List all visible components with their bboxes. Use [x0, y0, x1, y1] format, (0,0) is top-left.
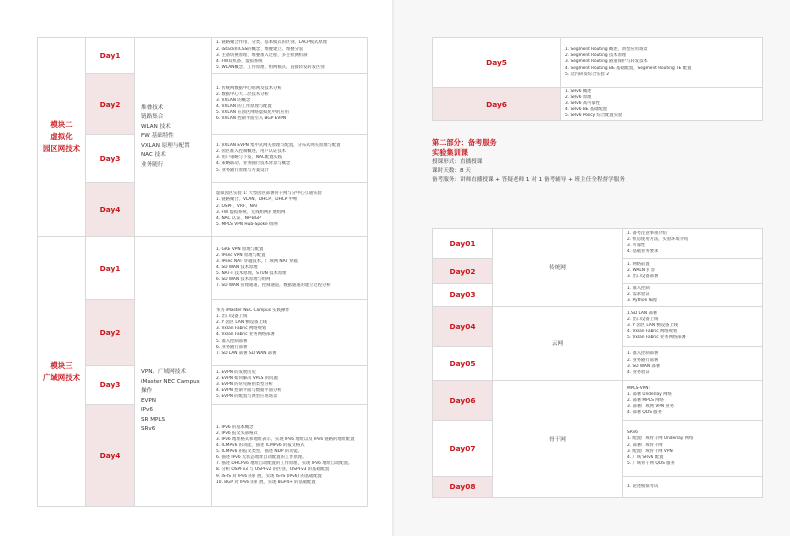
topic-line: SRv6 — [141, 426, 156, 433]
detail-line: 3. 主备切换原理、堆叠加入过程、多主检测机制 — [216, 52, 308, 58]
day-details-cell — [623, 347, 763, 381]
detail-line: 3. SD WAN 部署 — [627, 363, 660, 369]
day-details-cell — [212, 182, 368, 236]
topic-line: FW 基础特性 — [141, 133, 174, 140]
detail-line: 4. NAC 认证、NP-BGP — [216, 215, 261, 221]
day-label-day3: Day3 — [86, 365, 135, 404]
category-cell: 骨干网 — [493, 381, 623, 498]
detail-line: 2. 业务随行部署 — [627, 357, 659, 363]
detail-line: 5. 达内研发综合实验 2 — [565, 71, 609, 77]
detail-line: 1. EVPN 的发展历史 — [216, 369, 256, 375]
detail-line: 4. EVPN 控制平面与数据平面分析 — [216, 387, 282, 393]
detail-line: 1. 部署 Underlay 网络 — [627, 391, 672, 397]
detail-line: 2. Y 园区 LAN 侧设备上线 — [216, 320, 267, 326]
day-label-day5: Day5 — [433, 38, 561, 88]
detail-line: 2. 数据中心大二层技术分析 — [216, 91, 269, 97]
detail-line: 1. 准入控制 — [627, 285, 650, 291]
detail-line: 3. IPv6 地址格式和地址表示，实现 IPv6 地址以及 IPv6 链路的地址配置 — [216, 437, 355, 443]
detail-line: 3. 可靠性 — [627, 243, 646, 249]
topic-line: 操作 — [141, 388, 153, 395]
topic-line: VPN、广域网技术 — [141, 369, 186, 376]
detail-line: 5. EVPN 的配置与典型应用场景 — [216, 393, 278, 399]
table-row — [433, 229, 763, 259]
detail-line: 3. VXLAN 的概念 — [216, 98, 251, 104]
detail-line: 1. 出口设备上线 — [216, 314, 248, 320]
day-label-day1: Day1 — [86, 38, 135, 74]
detail-line: 2. SRv6 原理 — [565, 95, 592, 101]
detail-line: 4. 部署 QOS 服务 — [627, 409, 662, 415]
day-details-cell — [623, 476, 763, 497]
detail-line: 2. 需求验证 — [627, 291, 650, 297]
detail-line: 3. FW 虚拟系统、无线组网扩展组网 — [216, 209, 286, 215]
course-table-right-top — [432, 37, 763, 121]
day-label-day03: Day03 — [433, 284, 493, 306]
exam-service-section — [432, 138, 762, 185]
detail-line: 6. 业务随行部署 — [216, 344, 248, 350]
detail-line: 4. FW双机备、虚拟系统 — [216, 58, 263, 64]
day-details-cell — [561, 88, 763, 121]
detail-line: 1. 配置广域骨干网 Underlay 网络 — [627, 436, 694, 442]
detail-line: 5. 业务随行原理与方案设计 — [216, 167, 269, 173]
day-details-cell — [212, 300, 368, 365]
detail-line: 1. 传统网数据中心组网及技术分析 — [216, 85, 282, 91]
topic-line: WLAN 技术 — [141, 123, 171, 130]
detail-line: 2. 部署广域骨干网 — [627, 442, 663, 448]
detail-line: 3. 部署广域网 VPN 业务 — [627, 403, 675, 409]
day-details-cell — [623, 421, 763, 476]
detail-line: 3. SRv6 高可靠性 — [565, 101, 601, 107]
detail-line: 2. WALN 扩容 — [627, 267, 655, 273]
detail-line: 2. EVPN 如何解决 VPLS 的问题 — [216, 375, 278, 381]
detail-line: 2. 机房使用方法，实验环境介绍 — [627, 237, 689, 243]
detail-line: 1. VXLAN EVPN 集中式网关原理与配置，分布式网关原理与配置 — [216, 143, 341, 149]
topic-line: 堆叠技术 — [141, 104, 164, 111]
detail-line: 1. 网络前置 — [627, 261, 650, 267]
detail-line: 9. IS-IS 对 IPv6 的扩展，实现 IS-IS (IPv6) 的基础配置 — [216, 473, 322, 479]
detail-line: 2. IPv6 报文头部格式 — [216, 431, 258, 437]
day-details-cell — [212, 404, 368, 506]
topic-line: 业务随行 — [141, 161, 164, 168]
detail-line: 5. Vxlan Fabric 业务网络部署 — [627, 335, 686, 341]
table-row — [433, 88, 763, 121]
lab-schedule-table — [432, 228, 763, 498]
detail-line: 2. OSPF、VRF、NAT — [216, 203, 259, 209]
module-name-line: 广域网技术 — [43, 372, 80, 382]
detail-line: 10. BGP 对 IPv6 的扩展，实现 BGP4+ 的基础配置 — [216, 479, 316, 485]
detail-line: 5. 广域骨干网 QOS 服务 — [627, 460, 675, 466]
detail-line: 华为 iMaster NEC Campus 实践操作 — [216, 308, 290, 314]
detail-line: 2. 园区准入控制概述，用户认证技术 — [216, 149, 286, 155]
detail-line: 2. IPsec VPN 原理与配置 — [216, 253, 266, 259]
teaching-form-line: 授课形式：直播授课 — [432, 159, 483, 165]
day-label-day01: Day01 — [433, 229, 493, 259]
topic-line: 链路集合 — [141, 114, 164, 121]
day-label-day6: Day6 — [433, 88, 561, 121]
detail-line: 2. iStack和CSS的概念、堆叠建立、堆叠分裂 — [216, 46, 304, 52]
detail-line: 6. 描述 IPv6 无状态地址自动配置的工作原理。 — [216, 455, 307, 461]
detail-line: 3. Python 编程 — [627, 298, 658, 303]
module-name-line: 虚拟化 — [50, 132, 73, 142]
day-details-cell — [561, 38, 763, 88]
day-details-cell — [623, 306, 763, 346]
day-label-day2: Day2 — [86, 74, 135, 135]
module-topics-cell — [135, 237, 212, 507]
day-label-day4: Day4 — [86, 404, 135, 506]
detail-line: 4. SRv6 BE 基础配置 — [565, 107, 608, 113]
section-heading: 第二部分：备考服务 — [432, 138, 497, 147]
detail-line: 1. 论述模拟考试 — [627, 483, 659, 489]
detail-line: 1. GRE VPN 原理与配置 — [216, 247, 264, 253]
module-name-line: 模块二 — [50, 120, 73, 130]
detail-line: 1.SD LAN 部署 — [627, 311, 658, 317]
category-cell: 云网 — [493, 306, 623, 380]
table-row — [38, 237, 368, 300]
day-label-day04: Day04 — [433, 306, 493, 346]
detail-line: 4. 策略联动，业务随行技术背景与概念 — [216, 161, 291, 167]
detail-line: 5. VXLAN 在园区网络虚拟化中的应用 — [216, 110, 289, 116]
day-label-day06: Day06 — [433, 381, 493, 421]
day-label-day07: Day07 — [433, 421, 493, 476]
day-label-day02: Day02 — [433, 258, 493, 284]
detail-line: 5. NAT-T 技术原理，STUN 技术原理 — [216, 271, 287, 277]
topic-line: VXLAN 原理与配置 — [141, 142, 190, 149]
detail-line: 3. EVPN 的常见路由类型分析 — [216, 381, 273, 387]
module-name-cell — [38, 38, 86, 237]
detail-line: 7. 描述 DHCPv6 地址自动配置的工作原理，实现 IPv6 地址自动配置。 — [216, 461, 353, 467]
detail-line: 2. 出口设备上线 — [627, 317, 659, 323]
detail-line: 4. 基础业务要求 — [627, 249, 659, 255]
detail-line: 3. Vxlan Fabric 网络规划 — [216, 326, 267, 332]
day-label-day1: Day1 — [86, 237, 135, 300]
detail-line: 1. 准入控制部署 — [627, 351, 659, 357]
day-details-cell — [212, 135, 368, 183]
module-name-line: 园区网技术 — [43, 144, 80, 154]
day-details-cell — [623, 381, 763, 421]
detail-line: 7. SD WAN 管理通道，控制通道，数据通道的建立过程分析 — [216, 283, 331, 289]
detail-line: 5. 准入控制部署 — [216, 338, 248, 344]
topic-line: EVPN — [141, 397, 156, 404]
detail-line: 3. 出口设备部署 — [627, 274, 659, 280]
topic-line: IPv6 — [141, 407, 153, 414]
day-details-cell — [212, 237, 368, 300]
detail-line: 4. Vxlan Fabric 网络规划 — [627, 329, 678, 335]
detail-line: 1. 备考注意事项介绍 — [627, 231, 667, 237]
day-details-cell — [623, 229, 763, 259]
detail-line: 1. SRv6 概述 — [565, 89, 592, 94]
detail-line: MPLS-VPN: — [627, 385, 650, 391]
day-details-cell — [212, 74, 368, 135]
detail-line: 5. ICMPv6 的报文类型，描述 NDP 的功能。 — [216, 449, 303, 455]
detail-line: 6. VXLAN 控制平面引入 BGP EVPN — [216, 116, 287, 122]
detail-line: 3. Segment Routing 隧道保护与转发技术 — [565, 59, 648, 65]
day-details-cell — [623, 284, 763, 306]
exam-service-line: 备考服务：讲师直播授课 + 答疑老师 1 对 1 备考辅导 + 班主任全程督学服务 — [432, 177, 625, 183]
course-days-line: 课时天数：8 天 — [432, 168, 471, 174]
category-cell: 传统网 — [493, 229, 623, 307]
detail-line: 4. 业务验证 — [627, 369, 650, 375]
section-subheading: 实验集训课 — [432, 148, 468, 157]
table-row — [433, 38, 763, 88]
detail-line: 3. 用户策略与下发，NAC配置实践 — [216, 155, 283, 161]
day-label-day05: Day05 — [433, 347, 493, 381]
detail-line: 3. 配置广域骨干网 VPN — [627, 448, 673, 454]
day-label-day4: Day4 — [86, 182, 135, 236]
day-label-day2: Day2 — [86, 300, 135, 365]
detail-line: 虚拟园区实验 1: 大型园区部署骨干网与分中心互通实验 — [216, 191, 322, 197]
topic-line: iMaster NEC Campus — [141, 378, 200, 385]
table-row — [38, 38, 368, 74]
detail-line: 5. MPLS VPN Hub-Spoke 组网 — [216, 221, 278, 227]
table-row — [433, 381, 763, 421]
detail-line: 4. Segment Routing BE 基础配置，Segment Routing TE 配置 — [565, 65, 692, 71]
module-name-cell — [38, 237, 86, 507]
detail-line: 1. IPv6 的基本概念 — [216, 425, 254, 431]
day-details-cell — [623, 258, 763, 284]
day-details-cell — [212, 365, 368, 404]
detail-line: 1. 链路聚合、VLAN、DHCP、DHCP 中继 — [216, 197, 298, 203]
detail-line: 3. IPsec NAT 穿越技术，广域网 NAT 穿越 — [216, 259, 298, 265]
detail-line: 4. Vxlan Fabric 业务网络部署 — [216, 332, 275, 338]
table-row — [433, 306, 763, 346]
topic-line: SR MPLS — [141, 416, 166, 423]
detail-line: 4. ICMPv6 的功能，描述 ICMPv6 的报文格式 — [216, 443, 305, 449]
detail-line: 7. SD LAN 部署 SD WAN 部署 — [216, 350, 277, 356]
module-name-line: 模块三 — [50, 360, 73, 370]
detail-line: 5. SRv6 Policy 综合配置实验 — [565, 113, 623, 119]
detail-line: 1. 链路聚合作用、分类、基本模式的区别、LACP模式原理 — [216, 40, 327, 46]
detail-line: 4. 广域 SRv6 配置 — [627, 454, 664, 460]
detail-line: 3. Y 园区 LAN 侧设备上线 — [627, 323, 678, 329]
detail-line: 8. 分析 OSPFv3 与 OSPFv2 的区别，OSPFv3 的基础配置 — [216, 467, 330, 473]
day-details-cell — [212, 38, 368, 74]
detail-line: 2. 部署 MPLS 网络 — [627, 397, 664, 403]
detail-line: 5. WLAN概念、工作原理、组网模式、直接转发转发区别 — [216, 64, 325, 70]
course-table-left — [37, 37, 368, 507]
module-topics-cell — [135, 38, 212, 237]
detail-line: 4. SD WAN 技术原理 — [216, 265, 258, 271]
detail-line: 6. SD WAN 技术原理与组网 — [216, 277, 271, 283]
day-label-day3: Day3 — [86, 135, 135, 183]
detail-line: SRv6 — [627, 430, 638, 436]
day-label-day08: Day08 — [433, 476, 493, 497]
detail-line: 4. VXLAN 的工作原理与配置 — [216, 104, 272, 110]
topic-line: NAC 技术 — [141, 152, 166, 159]
detail-line: 1. Segment Routing 概述，典型应用场景 — [565, 47, 648, 53]
detail-line: 2. Segment Routing 技术原理 — [565, 53, 627, 59]
